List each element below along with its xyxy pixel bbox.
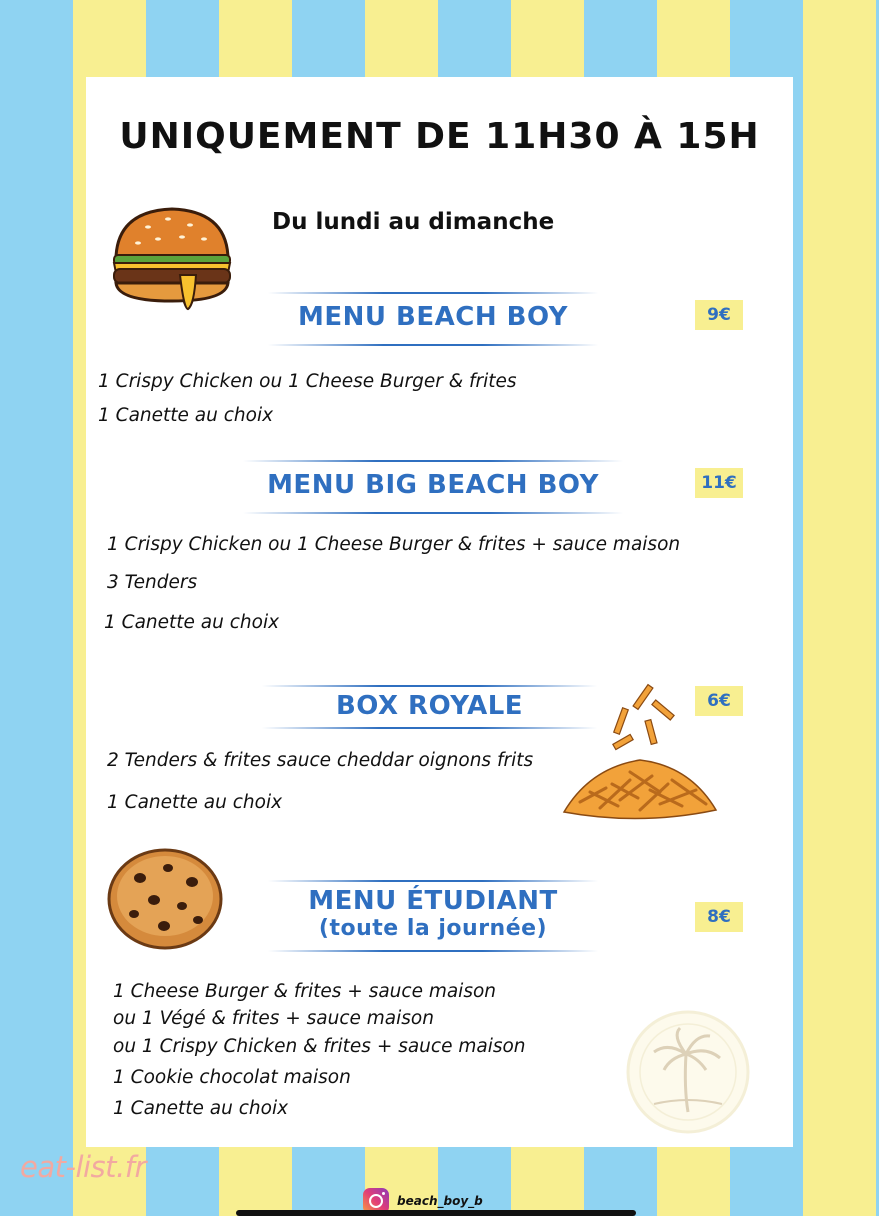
price-badge: 11€	[695, 468, 743, 498]
menu-etudiant-title	[268, 880, 598, 952]
fries-icon	[560, 680, 720, 830]
menu-beach-boy-title	[268, 292, 598, 346]
menu-title-text: MENU BIG BEACH BOY	[267, 470, 599, 500]
page-title: UNIQUEMENT DE 11H30 À 15H	[119, 116, 760, 157]
menu-big-beach-boy-title	[243, 460, 623, 514]
menu-item-line: 1 Canette au choix	[98, 405, 274, 426]
title-rule-top	[243, 460, 623, 462]
menu-item-line: 1 Canette au choix	[104, 612, 280, 633]
menu-item-line: 1 Crispy Chicken ou 1 Cheese Burger & frites + sauce maison	[107, 534, 681, 555]
palm-logo-icon	[624, 1008, 752, 1136]
menu-item-line: 3 Tenders	[107, 572, 198, 593]
menu-title-text: BOX ROYALE	[335, 691, 524, 721]
menu-item-line: ou 1 Crispy Chicken & frites + sauce maison	[113, 1036, 526, 1057]
price-badge: 9€	[695, 300, 743, 330]
menu-item-line: 1 Cookie chocolat maison	[113, 1067, 351, 1088]
title-rule-bottom	[262, 727, 597, 729]
menu-title-text: MENU BEACH BOY	[298, 302, 568, 332]
days-subtitle: Du lundi au dimanche	[272, 209, 555, 235]
title-rule-top	[268, 292, 598, 294]
menu-item-line: 1 Canette au choix	[107, 792, 283, 813]
home-indicator-bar[interactable]	[236, 1210, 636, 1216]
burger-icon	[108, 205, 236, 315]
price-badge: 6€	[695, 686, 743, 716]
menu-title-subtext: (toute la journée)	[318, 916, 548, 941]
title-rule-bottom	[268, 950, 598, 952]
menu-item-line: 2 Tenders & frites sauce cheddar oignons frits	[107, 750, 534, 771]
instagram-handle: beach_boy_b	[397, 1194, 483, 1208]
title-rule-top	[268, 880, 598, 882]
watermark-logo: eat-list.fr	[20, 1150, 146, 1184]
title-rule-bottom	[268, 344, 598, 346]
menu-item-line: 1 Cheese Burger & frites + sauce maison	[113, 981, 497, 1002]
menu-title-text: MENU ÉTUDIANT	[308, 886, 558, 916]
menu-item-line: 1 Crispy Chicken ou 1 Cheese Burger & frites	[98, 371, 517, 392]
menu-item-line: ou 1 Végé & frites + sauce maison	[113, 1008, 434, 1029]
title-rule-bottom	[243, 512, 623, 514]
title-rule-top	[262, 685, 597, 687]
box-royale-title	[262, 685, 597, 729]
menu-item-line: 1 Canette au choix	[113, 1098, 289, 1119]
price-badge: 8€	[695, 902, 743, 932]
cookie-icon	[106, 848, 224, 950]
